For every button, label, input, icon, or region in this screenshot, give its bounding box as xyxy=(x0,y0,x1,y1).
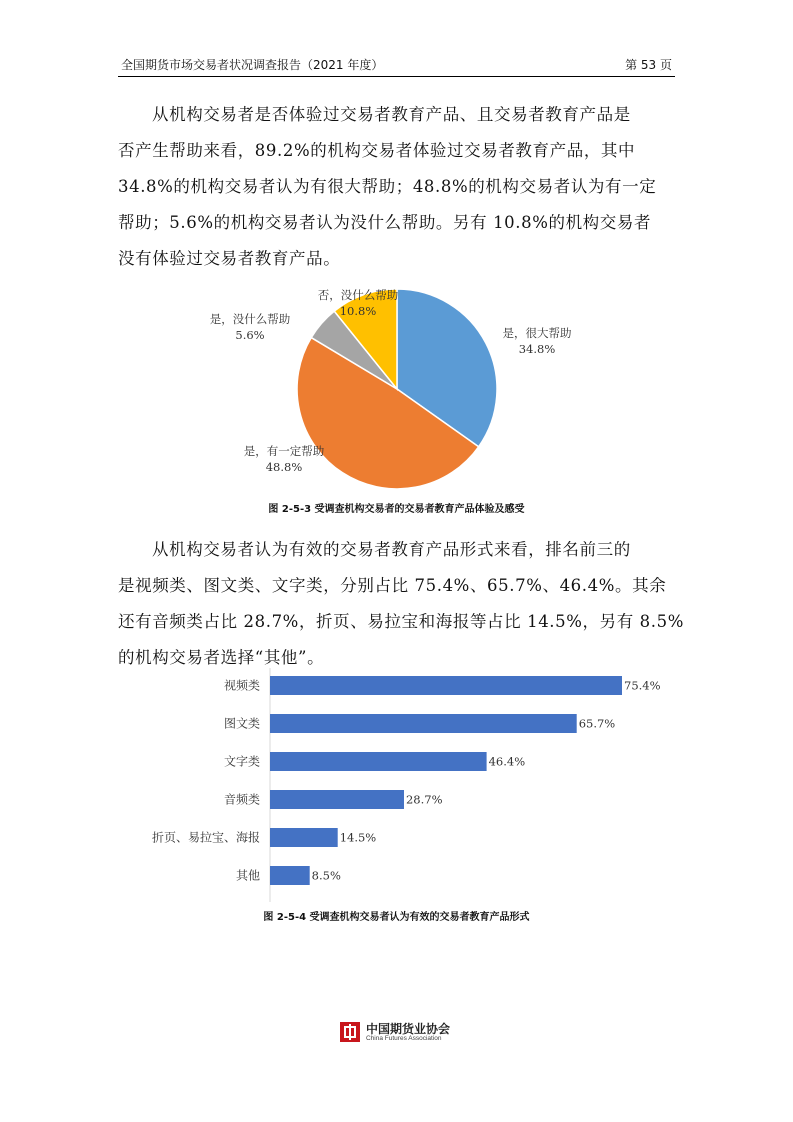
bar-value-label: 65.7% xyxy=(578,716,616,731)
pie-slice-value: 10.8% xyxy=(339,304,377,318)
bar-chart-caption: 图 2-5-4 受调查机构交易者认为有效的交易者教育产品形式 xyxy=(263,912,530,923)
paragraph-line: 是视频类、图文类、文字类，分别占比 75.4%、65.7%、46.4%。其余 xyxy=(118,576,667,595)
bar xyxy=(270,866,310,885)
pie-chart xyxy=(0,280,793,490)
bar xyxy=(270,790,404,809)
page-number: 第 53 页 xyxy=(625,58,672,72)
bar xyxy=(270,676,622,695)
logo-chinese-name: 中国期货业协会 xyxy=(366,1022,451,1036)
pie-chart-caption: 图 2-5-3 受调查机构交易者的交易者教育产品体验及感受 xyxy=(268,504,525,515)
bar xyxy=(270,714,577,733)
bar-category-label: 文字类 xyxy=(223,754,260,769)
paragraph-line: 否产生帮助来看，89.2%的机构交易者体验过交易者教育产品，其中 xyxy=(118,141,636,160)
bar-value-label: 14.5% xyxy=(339,830,377,845)
paragraph-line: 从机构交易者是否体验过交易者教育产品、且交易者教育产品是 xyxy=(152,105,631,124)
cfa-logo-icon xyxy=(340,1022,360,1042)
pie-slice-value: 34.8% xyxy=(518,342,556,356)
pie-slice-label: 否，没什么帮助 xyxy=(317,288,399,302)
bar-category-label: 图文类 xyxy=(223,716,260,731)
bar xyxy=(270,828,338,847)
report-title: 全国期货市场交易者状况调查报告（2021 年度） xyxy=(121,58,384,72)
paragraph-line: 从机构交易者认为有效的交易者教育产品形式来看，排名前三的 xyxy=(152,540,631,559)
pie-slice-value: 5.6% xyxy=(235,328,265,342)
paragraph-line: 的机构交易者选择“其他”。 xyxy=(118,648,325,667)
pie-slice-value: 48.8% xyxy=(265,460,303,474)
bar-category-label: 视频类 xyxy=(223,678,260,693)
paragraph-1 xyxy=(118,97,674,277)
paragraph-line: 没有体验过交易者教育产品。 xyxy=(118,249,341,268)
logo-english-name: China Futures Association xyxy=(366,1035,442,1042)
pie-slice-label: 是，很大帮助 xyxy=(502,326,572,340)
pie-slice-label: 是，没什么帮助 xyxy=(209,312,291,326)
bar-category-label: 音频类 xyxy=(223,792,260,807)
bar-category-label: 其他 xyxy=(235,868,260,883)
bar-value-label: 75.4% xyxy=(624,678,661,693)
bar-value-label: 8.5% xyxy=(311,868,341,883)
paragraph-2 xyxy=(118,532,684,676)
bar-chart xyxy=(0,668,793,902)
paragraph-line: 34.8%的机构交易者认为有很大帮助；48.8%的机构交易者认为有一定 xyxy=(118,177,657,196)
paragraph-line: 帮助；5.6%的机构交易者认为没什么帮助。另有 10.8%的机构交易者 xyxy=(118,213,652,232)
header-divider xyxy=(118,76,675,77)
bar xyxy=(270,752,487,771)
bar-category-label: 折页、易拉宝、海报 xyxy=(151,830,260,845)
bar-value-label: 28.7% xyxy=(405,792,443,807)
pie-slice-label: 是，有一定帮助 xyxy=(243,444,325,458)
paragraph-line: 还有音频类占比 28.7%，折页、易拉宝和海报等占比 14.5%，另有 8.5% xyxy=(118,612,684,631)
bar-value-label: 46.4% xyxy=(488,754,526,769)
